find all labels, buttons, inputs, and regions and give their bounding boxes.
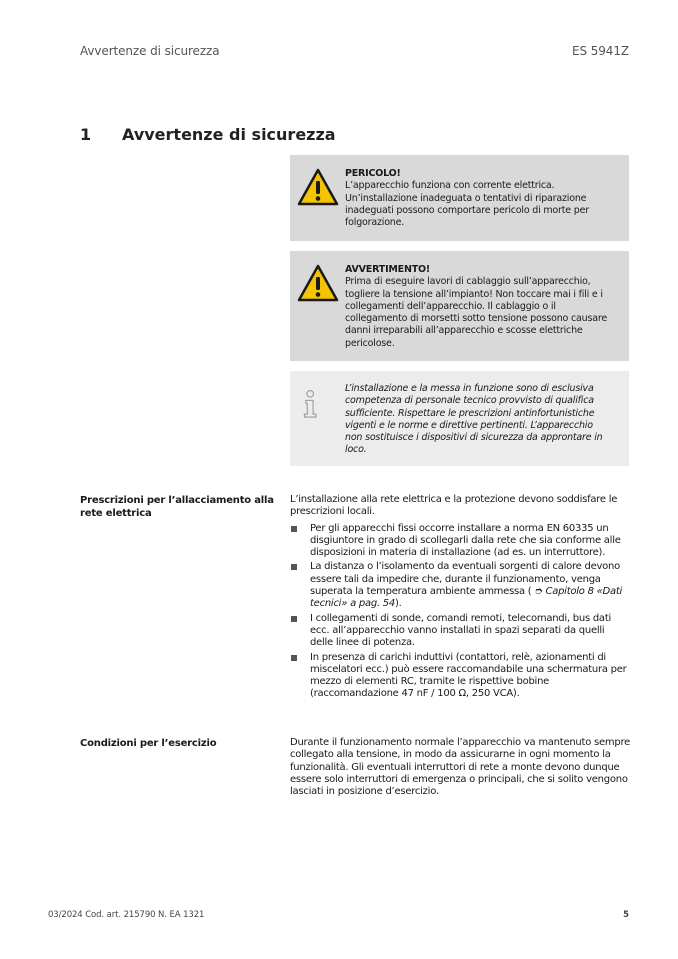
list-item-text: In presenza di carichi induttivi (contattori, relè, azionamenti di miscelatori ecc.) può essere raccomandabile una schermatura per mezzo di elementi RC, tramite le rispettive bobine (raccomandazione 47 nF / 100 Ω, 250 VCA). (310, 651, 627, 700)
info-text: L’installazione e la messa in funzione sono di esclusiva competenza di personale tecnico provvisto di qualifica sufficiente. Rispettare le prescrizioni antinfortunistiche vigenti e le norme e direttive pertinenti. L’apparecchio non sostituisce i dispositivi di sicurezza da approntare in loco. (345, 383, 603, 456)
chapter-number: 1 (80, 125, 92, 144)
list-item (290, 561, 630, 610)
list-item-text: La distanza o l’isolamento da eventuali sorgenti di calore devono essere tali da impedire che, durante il funzionamento, venga superata la temperatura ambiente ammessa ( (310, 561, 620, 598)
warning-triangle-icon (296, 263, 340, 303)
page-number: 5 (623, 910, 629, 920)
warning-title: AVVERTIMENTO! (345, 264, 430, 275)
list-item (290, 523, 630, 560)
danger-title: PERICOLO! (345, 168, 401, 179)
requirements-list (290, 523, 630, 701)
section-intro-operation: Durante il funzionamento normale l’apparecchio va mantenuto sempre collegato alla tensione, in modo da assicurarne in ogni momento la funzionalità. Gli eventuali interruttori di rete a monte devono dunque essere solo interruttori di emergenza o principali, che si solito vengono lasciati in posizione d’esercizio. (290, 737, 630, 798)
header-model: ES 5941Z (572, 44, 629, 58)
danger-box (290, 155, 629, 241)
info-icon (300, 383, 332, 425)
bullet-square-icon (291, 655, 297, 661)
section-intro-mains: L’installazione alla rete elettrica e la protezione devono soddisfare le prescrizioni locali. (290, 494, 618, 518)
header-section-title: Avvertenze di sicurezza (80, 44, 220, 58)
bullet-square-icon (291, 564, 297, 570)
footer-edition: 03/2024 Cod. art. 215790 N. EA 1321 (48, 910, 205, 920)
section-label-mains: Prescrizioni per l’allacciamento alla rete elettrica (80, 495, 274, 519)
danger-text: L’apparecchio funziona con corrente elettrica. Un’installazione inadeguata o tentativi di riparazione inadeguati possono comportare pericolo di morte per folgorazione. (345, 180, 589, 229)
warning-triangle-icon (296, 167, 340, 207)
list-item-text-end: ). (395, 598, 402, 610)
section-label-operation: Condizioni per l’esercizio (80, 738, 217, 749)
list-item-text: Per gli apparecchi fissi occorre installare a norma EN 60335 un disgiuntore in grado di scollegarli dalla rete che sia conforme alle disposizioni in materia di installazione (ad es. un interruttore). (310, 522, 621, 559)
info-box (290, 371, 629, 466)
warning-text: Prima di eseguire lavori di cablaggio sull’apparecchio, togliere la tensione all’impianto! Non toccare mai i fili e i collegamenti dell’apparecchio. Il cablaggio o il collegamento di morsetti sotto tensione possono causare danni irreparabili all’apparecchio e scosse elettriche pericolose. (345, 276, 607, 349)
list-item-text: I collegamenti di sonde, comandi remoti, telecomandi, bus dati ecc. all’apparecchio vanno installati in spazi separati da quelli delle linee di potenza. (310, 612, 612, 649)
cross-reference-text: Capitolo 8 «Dati tecnici» a pag. 54 (310, 586, 623, 610)
chapter-heading (80, 125, 336, 144)
warning-box (290, 251, 629, 361)
list-item (290, 652, 630, 701)
cross-reference-link[interactable]: ➮ Capitolo 8 «Dati tecnici» a pag. 54 (310, 586, 623, 610)
chapter-title: Avvertenze di sicurezza (122, 125, 336, 144)
section-body-mains (290, 494, 630, 701)
list-item (290, 613, 630, 650)
bullet-square-icon (291, 526, 297, 532)
bullet-square-icon (291, 616, 297, 622)
